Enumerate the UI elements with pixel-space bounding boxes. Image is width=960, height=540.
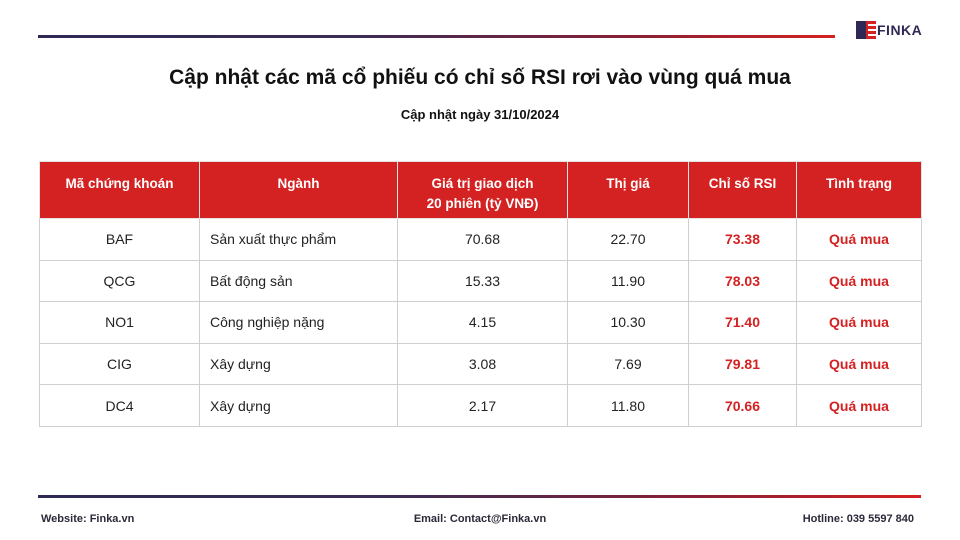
rsi-cell: 79.81 bbox=[689, 343, 797, 385]
sector-cell: Xây dựng bbox=[200, 343, 398, 385]
trading-value-cell: 3.08 bbox=[398, 343, 568, 385]
finka-logo-icon bbox=[856, 21, 876, 39]
footer-hotline: Hotline: 039 5597 840 bbox=[802, 513, 914, 525]
logo-text: FINKA bbox=[877, 22, 923, 38]
ticker-cell: QCG bbox=[40, 260, 200, 302]
ticker-cell: NO1 bbox=[40, 302, 200, 344]
header-sector: Ngành bbox=[200, 162, 398, 219]
header-ticker: Mã chứng khoán bbox=[40, 162, 200, 219]
table-header-row bbox=[40, 162, 922, 219]
page-title: Cập nhật các mã cổ phiếu có chỉ số RSI rơi vào vùng quá mua bbox=[169, 66, 791, 89]
table-row bbox=[40, 343, 922, 385]
status-cell: Quá mua bbox=[797, 260, 922, 302]
price-cell: 7.69 bbox=[568, 343, 689, 385]
price-cell: 11.90 bbox=[568, 260, 689, 302]
rsi-cell: 70.66 bbox=[689, 385, 797, 427]
sector-cell: Sản xuất thực phẩm bbox=[200, 219, 398, 261]
sector-cell: Công nghiệp nặng bbox=[200, 302, 398, 344]
trading-value-cell: 70.68 bbox=[398, 219, 568, 261]
trading-value-cell: 4.15 bbox=[398, 302, 568, 344]
trading-value-cell: 15.33 bbox=[398, 260, 568, 302]
rsi-cell: 78.03 bbox=[689, 260, 797, 302]
header-trading-value-label: Giá trị giao dịch 20 phiên (tỷ VNĐ) bbox=[426, 176, 539, 211]
header-trading-value bbox=[398, 162, 568, 219]
price-cell: 11.80 bbox=[568, 385, 689, 427]
price-cell: 22.70 bbox=[568, 219, 689, 261]
status-cell: Quá mua bbox=[797, 343, 922, 385]
table-row bbox=[40, 302, 922, 344]
rsi-cell: 71.40 bbox=[689, 302, 797, 344]
rsi-cell: 73.38 bbox=[689, 219, 797, 261]
price-cell: 10.30 bbox=[568, 302, 689, 344]
footer-website: Website: Finka.vn bbox=[41, 513, 135, 525]
footer-divider bbox=[38, 495, 921, 498]
header-rsi: Chỉ số RSI bbox=[689, 162, 797, 219]
header-status: Tình trạng bbox=[797, 162, 922, 219]
header-divider bbox=[38, 35, 835, 38]
ticker-cell: BAF bbox=[40, 219, 200, 261]
status-cell: Quá mua bbox=[797, 385, 922, 427]
trading-value-cell: 2.17 bbox=[398, 385, 568, 427]
footer-email: Email: Contact@Finka.vn bbox=[413, 513, 547, 525]
table-row bbox=[40, 260, 922, 302]
status-cell: Quá mua bbox=[797, 302, 922, 344]
sector-cell: Bất động sản bbox=[200, 260, 398, 302]
update-date: Cập nhật ngày 31/10/2024 bbox=[400, 107, 560, 122]
status-cell: Quá mua bbox=[797, 219, 922, 261]
ticker-cell: CIG bbox=[40, 343, 200, 385]
table-row bbox=[40, 219, 922, 261]
finka-logo bbox=[856, 20, 922, 40]
table-row bbox=[40, 385, 922, 427]
rsi-table bbox=[39, 161, 922, 427]
sector-cell: Xây dựng bbox=[200, 385, 398, 427]
ticker-cell: DC4 bbox=[40, 385, 200, 427]
header-price: Thị giá bbox=[568, 162, 689, 219]
